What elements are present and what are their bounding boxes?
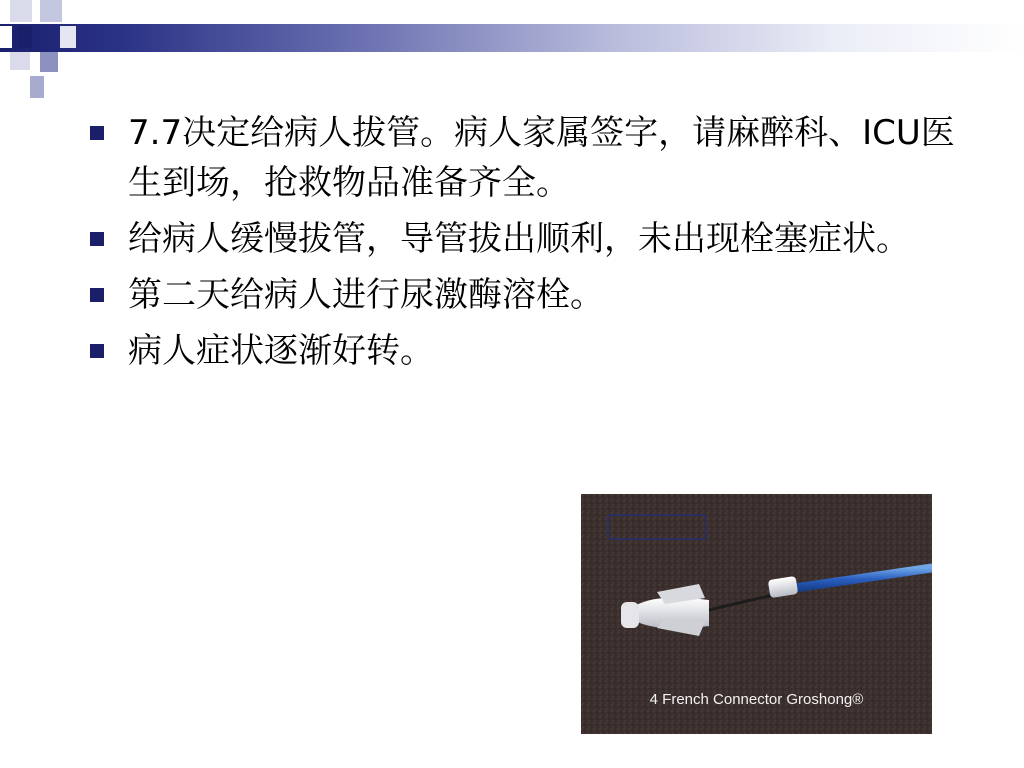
- bullet-text: 第二天给病人进行尿激酶溶栓。: [128, 275, 604, 315]
- decor-square: [40, 0, 62, 22]
- decor-square: [40, 52, 58, 72]
- decor-square: [10, 0, 32, 22]
- bullet-item: [90, 108, 970, 208]
- catheter-connector-photo: [581, 494, 932, 734]
- bullet-text: 病人症状逐渐好转。: [128, 331, 434, 371]
- square-bullet-icon: [90, 344, 104, 358]
- bullet-item: [90, 326, 970, 376]
- decor-square: [10, 52, 30, 70]
- bullet-item: [90, 270, 970, 320]
- bullet-list: [90, 108, 970, 382]
- watermark-logo: [607, 514, 707, 540]
- square-bullet-icon: [90, 126, 104, 140]
- image-caption: 4 French Connector Groshong®: [649, 691, 864, 708]
- square-bullet-icon: [90, 232, 104, 246]
- decor-square: [60, 26, 76, 48]
- decor-square: [30, 76, 44, 98]
- square-bullet-icon: [90, 288, 104, 302]
- header-gradient-bar: [0, 24, 1024, 52]
- decor-square: [18, 26, 32, 48]
- bullet-text: 7.7决定给病人拔管。病人家属签字，请麻醉科、ICU医生到场，抢救物品准备齐全。: [128, 113, 955, 203]
- decor-square: [0, 26, 12, 48]
- bullet-item: [90, 214, 970, 264]
- decor-square: [64, 0, 76, 22]
- bullet-text: 给病人缓慢拔管，导管拔出顺利，未出现栓塞症状。: [128, 219, 910, 259]
